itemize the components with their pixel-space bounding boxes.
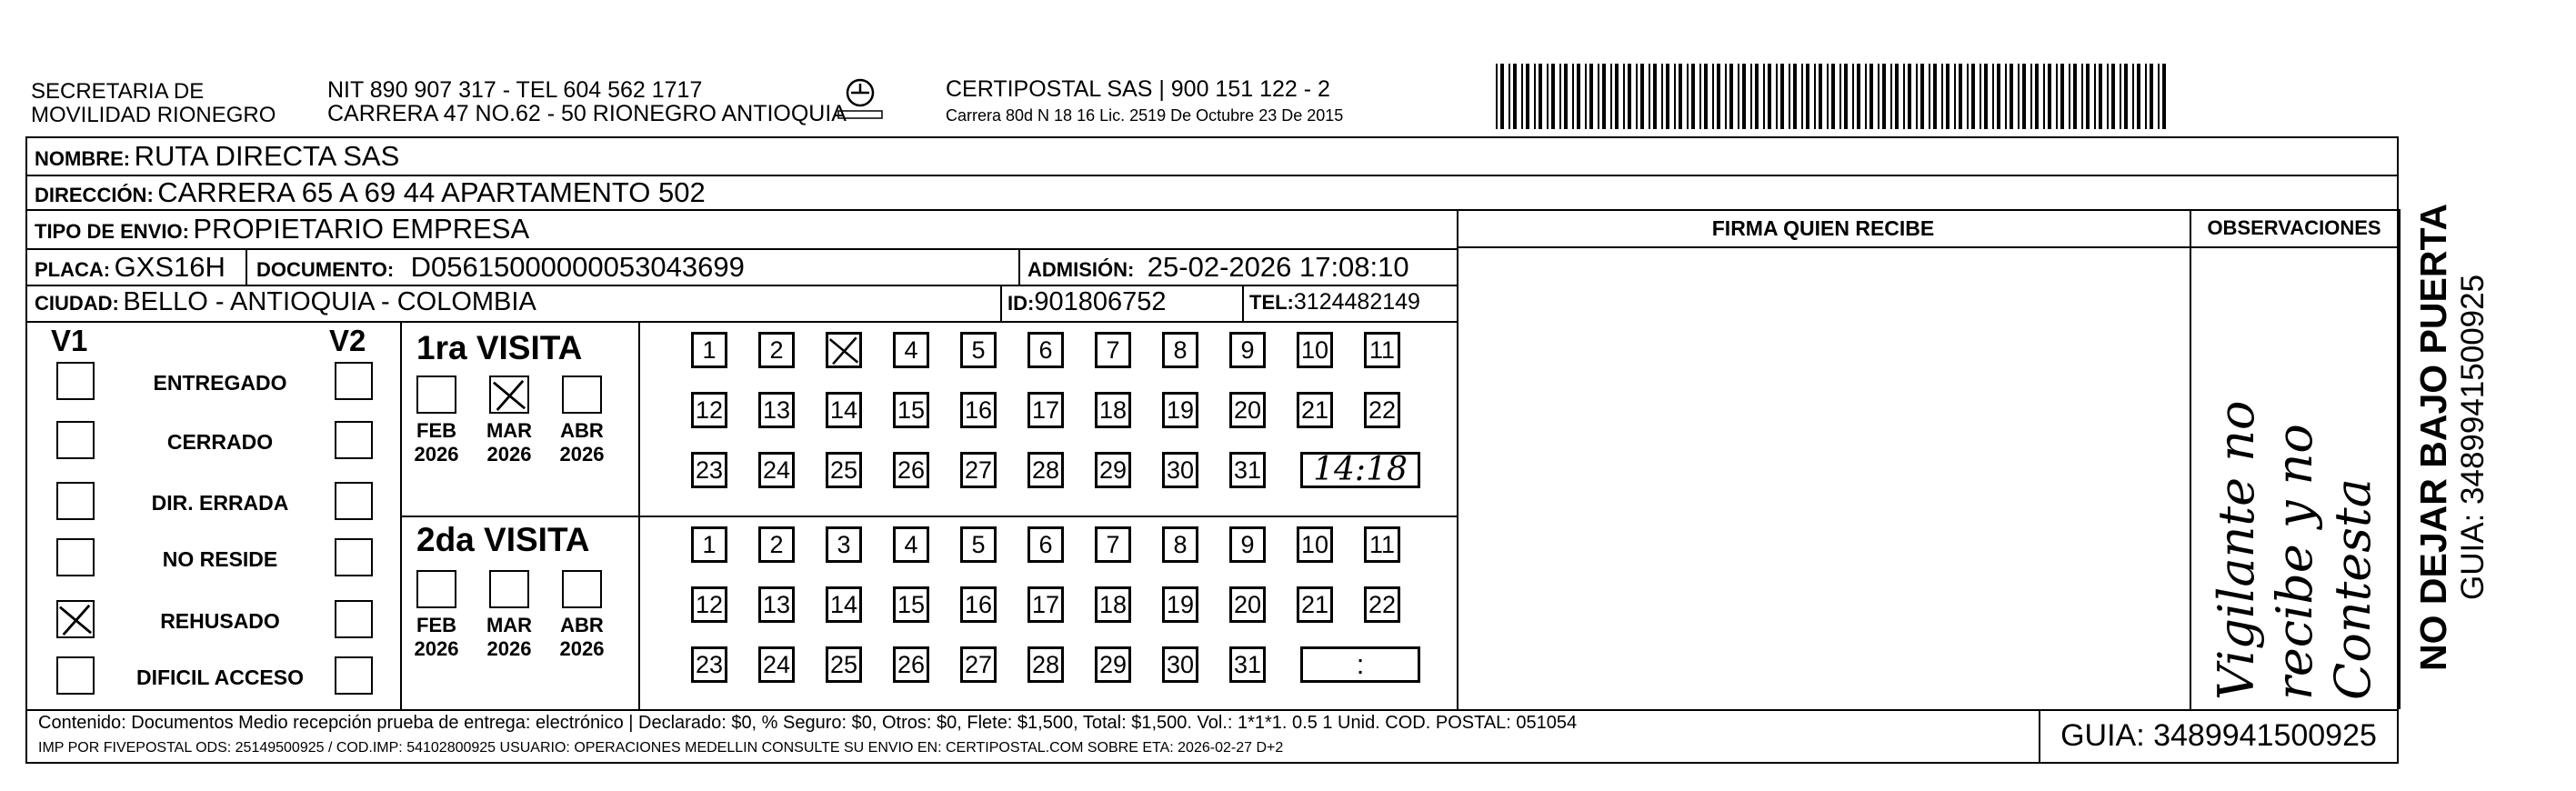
visit2-day-box[interactable]: 24 — [758, 646, 795, 683]
barcode-bar — [1763, 64, 1765, 129]
barcode-bar — [1806, 64, 1809, 129]
barcode-bar — [1750, 64, 1752, 129]
status-v2-checkbox[interactable] — [335, 600, 373, 638]
visit1-day-box[interactable]: 16 — [960, 392, 997, 428]
barcode-bar — [1997, 64, 2000, 129]
visit2-day-box[interactable]: 27 — [960, 646, 997, 683]
visit2-day-box[interactable]: 21 — [1297, 586, 1333, 623]
name-row — [35, 140, 399, 173]
visit2-day-box[interactable]: 1 — [691, 526, 727, 563]
visit1-day-box[interactable]: 30 — [1162, 452, 1198, 488]
visit1-day-box[interactable]: 18 — [1095, 392, 1131, 428]
visit1-day-box[interactable]: 29 — [1095, 452, 1131, 488]
barcode-bar — [2030, 64, 2032, 129]
visit1-day-box[interactable] — [826, 332, 862, 368]
visit1-day-box[interactable]: 2 — [758, 332, 795, 368]
visit2-day-box[interactable]: 15 — [893, 586, 929, 623]
check-mark-icon — [491, 377, 527, 412]
barcode-bar — [1679, 64, 1682, 129]
check-mark-icon — [58, 602, 93, 636]
barcode-bar — [1589, 64, 1593, 129]
barcode-bar — [2005, 64, 2007, 129]
visit2-day-box[interactable]: 6 — [1027, 526, 1064, 563]
status-option-label: NO RESIDE — [162, 547, 278, 571]
visit1-day-box[interactable]: 12 — [691, 392, 727, 428]
carrier-license: Carrera 80d N 18 16 Lic. 2519 De Octubre 23 De 2015 — [946, 106, 1344, 125]
status-option-label: REHUSADO — [160, 609, 280, 633]
status-v1-checkbox[interactable] — [56, 600, 95, 638]
barcode-bar — [1929, 64, 1930, 129]
barcode-bar — [1725, 64, 1727, 129]
visit1-day-box[interactable]: 19 — [1162, 392, 1198, 428]
visit2-day-box[interactable]: 16 — [960, 586, 997, 623]
status-v2-checkbox[interactable] — [335, 482, 373, 520]
status-v2-checkbox[interactable] — [335, 362, 373, 400]
barcode-bar — [1738, 64, 1739, 129]
barcode-bar — [1615, 64, 1619, 129]
barcode-bar — [2120, 64, 2121, 129]
visit1-day-box[interactable]: 20 — [1229, 392, 1266, 428]
barcode-bar — [1780, 64, 1784, 129]
visit1-day-box[interactable]: 8 — [1162, 332, 1198, 368]
city-label: CIUDAD: — [35, 292, 119, 315]
visit2-month-checkbox[interactable] — [489, 570, 529, 608]
barcode-bar — [1551, 64, 1555, 129]
visit1-month-year: 2026 — [486, 443, 532, 466]
barcode-bar — [1513, 64, 1517, 129]
barcode-bar — [1941, 64, 1943, 129]
barcode-bar — [1521, 64, 1523, 129]
barcode-bar — [1610, 64, 1612, 129]
visit1-day-box[interactable]: 28 — [1027, 452, 1064, 488]
barcode-bar — [1674, 64, 1676, 129]
observations-header: OBSERVACIONES — [2207, 216, 2381, 239]
barcode-bar — [2043, 64, 2045, 129]
barcode-bar — [2107, 64, 2109, 129]
barcode-bar — [1691, 64, 1695, 129]
document-value: D05615000000053043699 — [410, 251, 745, 283]
barcode-bar — [1831, 64, 1835, 129]
visit2-day-box[interactable]: 17 — [1027, 586, 1064, 623]
name-value: RUTA DIRECTA SAS — [134, 140, 400, 172]
visit2-month-label — [555, 614, 609, 661]
barcode-bar — [1539, 64, 1542, 129]
visit2-day-box[interactable]: 11 — [1364, 526, 1400, 563]
visit1-day-box[interactable]: 11 — [1364, 332, 1400, 368]
barcode-bar — [1729, 64, 1733, 129]
visit1-day-box[interactable]: 27 — [960, 452, 997, 488]
barcode-bar — [2158, 64, 2160, 129]
status-v1-checkbox[interactable] — [56, 538, 95, 576]
address-value: CARRERA 65 A 69 44 APARTAMENTO 502 — [157, 176, 706, 208]
visit2-day-box[interactable]: 30 — [1162, 646, 1198, 683]
barcode-bar — [1801, 64, 1803, 129]
visit1-day-box[interactable]: 21 — [1297, 392, 1333, 428]
barcode-bar — [1547, 64, 1549, 129]
barcode-bar — [1712, 64, 1714, 129]
visit2-day-box[interactable]: 26 — [893, 646, 929, 683]
document-label: DOCUMENTO: — [256, 258, 395, 281]
address-row — [35, 176, 706, 209]
barcode-bar — [1819, 64, 1822, 129]
barcode-bar — [2018, 64, 2020, 129]
barcode-bar — [1827, 64, 1829, 129]
barcode-bar — [1649, 64, 1650, 129]
v1-label: V1 — [51, 324, 88, 357]
barcode-bar — [1636, 64, 1638, 129]
name-label: NOMBRE: — [35, 147, 131, 170]
barcode-bar — [1971, 64, 1975, 129]
barcode-bar — [1768, 64, 1771, 129]
barcode-bar — [1577, 64, 1580, 129]
visit1-month-name: MAR — [486, 419, 533, 442]
carrier-block — [946, 76, 1343, 125]
barcode-bar — [1814, 64, 1816, 129]
barcode-bar — [2069, 64, 2070, 129]
barcode-bar — [2162, 64, 2166, 129]
barcode-bar — [1933, 64, 1937, 129]
visit2-day-box[interactable]: 13 — [758, 586, 795, 623]
plate-cell — [35, 251, 226, 284]
visit2-title: 2da VISITA — [416, 521, 590, 558]
address-line: CARRERA 47 NO.62 - 50 RIONEGRO ANTIOQUIA — [327, 101, 847, 126]
barcode-bar — [2035, 64, 2039, 129]
visit2-day-box[interactable]: 22 — [1364, 586, 1400, 623]
barcode-bar — [1640, 64, 1644, 129]
visit2-day-box[interactable]: 10 — [1297, 526, 1333, 563]
barcode-bar — [1755, 64, 1759, 129]
barcode-bar — [1598, 64, 1599, 129]
visit1-day-box[interactable]: 22 — [1364, 392, 1400, 428]
visit2-day-box[interactable]: 28 — [1027, 646, 1064, 683]
barcode-bar — [2022, 64, 2026, 129]
footer-guia: GUIA: 3489941500925 — [2060, 718, 2377, 753]
visit2-day-box[interactable]: 2 — [758, 526, 795, 563]
status-option-label: DIFICIL ACCESO — [135, 666, 304, 689]
barcode-bar — [1903, 64, 1905, 129]
visit2-day-box[interactable]: 14 — [826, 586, 862, 623]
city-cell — [35, 287, 536, 317]
visit2-month-label — [482, 614, 536, 661]
barcode-bar — [1839, 64, 1841, 129]
visit1-day-box[interactable]: 14 — [826, 392, 862, 428]
barcode-bar — [2081, 64, 2083, 129]
visit1-day-box[interactable]: 17 — [1027, 392, 1064, 428]
barcode-bar — [1882, 64, 1886, 129]
barcode-bar — [1895, 64, 1899, 129]
send-type-row — [35, 213, 529, 245]
barcode-bar — [1623, 64, 1625, 129]
barcode-bar — [2145, 64, 2147, 129]
barcode-bar — [2010, 64, 2013, 129]
barcode-bar — [2111, 64, 2115, 129]
barcode-bar — [1666, 64, 1669, 129]
send-type-label: TIPO DE ENVIO: — [35, 220, 189, 243]
barcode-bar — [1844, 64, 1848, 129]
handwritten-observation — [2208, 245, 2382, 700]
barcode — [1496, 64, 2173, 129]
visit2-day-box[interactable]: 4 — [893, 526, 929, 563]
visit1-day-box[interactable]: 9 — [1229, 332, 1266, 368]
side-guia: GUIA: 3489941500925 — [2455, 274, 2491, 600]
document-cell — [256, 251, 745, 284]
visit2-time-box[interactable]: : — [1300, 646, 1420, 683]
barcode-bar — [1687, 64, 1689, 129]
barcode-bar — [1564, 64, 1568, 129]
address-label: DIRECCIÓN: — [35, 184, 154, 206]
admission-label: ADMISIÓN: — [1027, 258, 1135, 281]
tel-cell — [1249, 289, 1420, 315]
visit1-month-checkbox[interactable] — [416, 375, 456, 414]
barcode-bar — [1946, 64, 1950, 129]
visit1-day-box[interactable]: 24 — [758, 452, 795, 488]
barcode-bar — [1653, 64, 1657, 129]
visit1-day-box[interactable]: 13 — [758, 392, 795, 428]
barcode-bar — [1878, 64, 1879, 129]
barcode-bar — [2132, 64, 2134, 129]
barcode-bar — [1572, 64, 1574, 129]
visit2-month-name: ABR — [560, 614, 604, 636]
side-notice: NO DEJAR BAJO PUERTA — [2412, 203, 2454, 671]
visit2-day-box[interactable]: 5 — [960, 526, 997, 563]
observation-line-2: recibe y no — [2266, 424, 2323, 700]
admission-value: 25-02-2026 17:08:10 — [1147, 251, 1409, 283]
barcode-bar — [1534, 64, 1536, 129]
visit2-month-year: 2026 — [414, 637, 459, 660]
tel-value: 3124482149 — [1293, 289, 1420, 315]
visit1-day-box[interactable]: 1 — [691, 332, 727, 368]
v2-label: V2 — [329, 324, 366, 357]
status-option-label: ENTREGADO — [153, 371, 287, 395]
visit1-month-label — [482, 419, 536, 466]
barcode-bar — [1742, 64, 1746, 129]
status-v2-checkbox[interactable] — [335, 421, 373, 459]
status-option-label: DIR. ERRADA — [151, 491, 289, 515]
barcode-bar — [1865, 64, 1867, 129]
footer-print-line: IMP POR FIVEPOSTAL ODS: 25149500925 / COD.IMP: 54102800925 USUARIO: OPERACIONES MEDELLIN CONSULTE SU ENVIO EN: CERTIPOSTAL.COM SOBRE ETA: 2026-02-27 D+2 — [38, 740, 1284, 756]
barcode-bar — [2137, 64, 2140, 129]
visit2-month-year: 2026 — [559, 637, 605, 660]
visit1-day-box[interactable]: 23 — [691, 452, 727, 488]
status-v1-checkbox[interactable] — [56, 656, 95, 695]
visit2-day-box[interactable]: 8 — [1162, 526, 1198, 563]
status-v2-checkbox[interactable] — [335, 538, 373, 576]
certipostal-logo — [831, 75, 889, 125]
visit1-time-box[interactable]: 14:18 — [1300, 452, 1420, 488]
signature-header: FIRMA QUIEN RECIBE — [1711, 216, 1935, 240]
visit1-day-box[interactable]: 4 — [893, 332, 929, 368]
visit2-day-box[interactable]: 9 — [1229, 526, 1266, 563]
plate-value: GXS16H — [114, 251, 226, 283]
barcode-bar — [1500, 64, 1504, 129]
visit1-day-box[interactable]: 6 — [1027, 332, 1064, 368]
visit1-day-box[interactable]: 10 — [1297, 332, 1333, 368]
barcode-bar — [1699, 64, 1701, 129]
barcode-bar — [2086, 64, 2090, 129]
visit2-day-box[interactable]: 3 — [826, 526, 862, 563]
barcode-bar — [1967, 64, 1969, 129]
visit1-day-box[interactable]: 7 — [1095, 332, 1131, 368]
visit2-month-year: 2026 — [486, 637, 532, 660]
barcode-bar — [2073, 64, 2077, 129]
issuer-line-1: SECRETARIA DE — [31, 79, 205, 104]
visit1-day-box[interactable]: 25 — [826, 452, 862, 488]
visit1-month-checkbox[interactable] — [489, 375, 529, 414]
nit-line: NIT 890 907 317 - TEL 604 562 1717 — [327, 77, 703, 103]
barcode-bar — [1717, 64, 1720, 129]
visit2-day-box[interactable]: 19 — [1162, 586, 1198, 623]
barcode-bar — [1852, 64, 1854, 129]
barcode-bar — [1869, 64, 1873, 129]
tel-label: TEL: — [1249, 291, 1294, 314]
barcode-bar — [1954, 64, 1956, 129]
visit2-month-checkbox[interactable] — [416, 570, 456, 608]
barcode-bar — [2124, 64, 2128, 129]
barcode-bar — [2056, 64, 2058, 129]
barcode-bar — [1526, 64, 1529, 129]
visit2-month-name: FEB — [416, 614, 456, 636]
barcode-bar — [1793, 64, 1797, 129]
visit2-day-box[interactable]: 12 — [691, 586, 727, 623]
issuer-line-2: MOVILIDAD RIONEGRO — [31, 103, 276, 127]
status-option-label: CERRADO — [166, 430, 274, 454]
footer-content-line: Contenido: Documentos Medio recepción prueba de entrega: electrónico | Declarado: $0, % Seguro: $0, Otros: $0, Flete: $1,500, Total: $1,500. Vol.: 1*1*1. 0.5 1 Unid. COD. POSTAL: 051054 — [38, 713, 1578, 733]
send-type-value: PROPIETARIO EMPRESA — [193, 213, 530, 245]
barcode-bar — [2048, 64, 2051, 129]
barcode-bar — [1661, 64, 1663, 129]
visit2-month-label — [409, 614, 464, 661]
visit2-day-box[interactable]: 31 — [1229, 646, 1266, 683]
visit1-month-name: FEB — [416, 419, 456, 442]
barcode-bar — [1992, 64, 1994, 129]
barcode-bar — [1920, 64, 1924, 129]
visit1-month-checkbox[interactable] — [562, 375, 602, 414]
barcode-bar — [1916, 64, 1918, 129]
barcode-bar — [1602, 64, 1606, 129]
visit2-day-box[interactable]: 29 — [1095, 646, 1131, 683]
carrier-line: CERTIPOSTAL SAS | 900 151 122 - 2 — [946, 76, 1330, 102]
barcode-bar — [2099, 64, 2102, 129]
visit1-month-label — [555, 419, 609, 466]
status-v1-checkbox[interactable] — [56, 421, 95, 459]
barcode-bar — [1959, 64, 1962, 129]
visit1-month-label — [409, 419, 464, 466]
barcode-bar — [1704, 64, 1708, 129]
issuer-contact-block — [327, 78, 847, 125]
id-cell — [1007, 287, 1166, 317]
visit1-day-box[interactable]: 5 — [960, 332, 997, 368]
barcode-bar — [1908, 64, 1911, 129]
id-value: 901806752 — [1034, 287, 1167, 316]
visit2-day-box[interactable]: 18 — [1095, 586, 1131, 623]
barcode-bar — [1496, 64, 1498, 129]
barcode-bar — [2094, 64, 2096, 129]
issuer-block — [31, 80, 276, 127]
visit1-day-box[interactable]: 26 — [893, 452, 929, 488]
status-v1-checkbox[interactable] — [56, 362, 95, 400]
barcode-bar — [1585, 64, 1587, 129]
observation-line-3: Contesta — [2324, 478, 2381, 700]
visit2-month-checkbox[interactable] — [562, 570, 602, 608]
admission-cell — [1027, 251, 1409, 284]
visit1-month-year: 2026 — [559, 443, 605, 466]
city-value: BELLO - ANTIOQUIA - COLOMBIA — [123, 287, 536, 316]
status-v1-checkbox[interactable] — [56, 482, 95, 520]
visit2-day-box[interactable]: 20 — [1229, 586, 1266, 623]
id-label: ID: — [1007, 292, 1035, 315]
barcode-bar — [2150, 64, 2153, 129]
visit1-title: 1ra VISITA — [416, 329, 583, 366]
check-mark-icon — [828, 335, 859, 365]
barcode-bar — [1984, 64, 1988, 129]
barcode-bar — [1559, 64, 1561, 129]
observation-line-1: Vigilante no — [2208, 400, 2265, 700]
visit1-day-box[interactable]: 15 — [893, 392, 929, 428]
visit2-day-box[interactable]: 23 — [691, 646, 727, 683]
barcode-bar — [1509, 64, 1510, 129]
visit1-month-year: 2026 — [414, 443, 459, 466]
status-v2-checkbox[interactable] — [335, 656, 373, 695]
visit2-day-box[interactable]: 25 — [826, 646, 862, 683]
visit1-month-name: ABR — [560, 419, 604, 442]
visit2-day-box[interactable]: 7 — [1095, 526, 1131, 563]
barcode-bar — [1628, 64, 1631, 129]
barcode-bar — [1857, 64, 1860, 129]
barcode-bar — [1980, 64, 1981, 129]
barcode-bar — [1789, 64, 1790, 129]
barcode-bar — [1890, 64, 1892, 129]
visit2-month-name: MAR — [486, 614, 533, 636]
barcode-bar — [1776, 64, 1778, 129]
visit1-day-box[interactable]: 31 — [1229, 452, 1266, 488]
plate-label: PLACA: — [35, 258, 111, 281]
barcode-bar — [2060, 64, 2064, 129]
